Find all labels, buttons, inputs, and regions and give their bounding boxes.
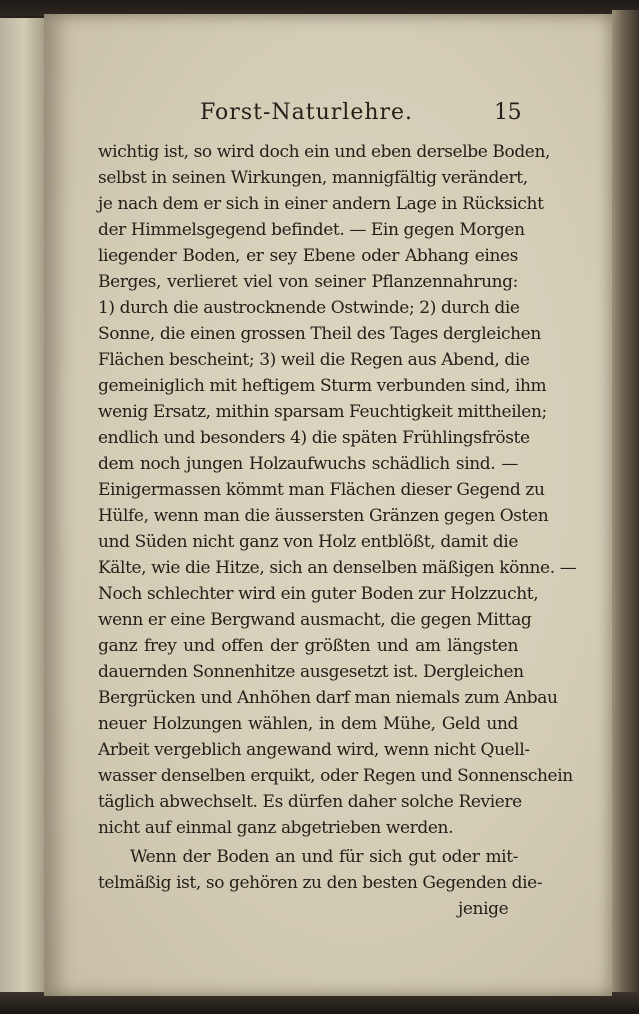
body-line: selbst in seinen Wirkungen, mannigfältig verändert, [98, 168, 528, 188]
body-line: der Himmelsgegend befindet. — Ein gegen Morgen [98, 220, 525, 240]
body-line: dem noch jungen Holzaufwuchs schädlich sind. — [98, 454, 518, 474]
body-line: telmäßig ist, so gehören zu den besten Gegenden die- [98, 873, 543, 893]
body-line: dauernden Sonnenhitze ausgesetzt ist. Dergleichen [98, 662, 524, 682]
catchword: jenige [458, 899, 509, 919]
body-line: Kälte, wie die Hitze, sich an denselben mäßigen könne. — [98, 558, 577, 578]
running-head: Forst-Naturlehre. [200, 100, 414, 125]
facing-page-edge [0, 18, 46, 993]
body-line: Flächen bescheint; 3) weil die Regen aus Abend, die [98, 350, 530, 370]
body-line: Einigermassen kömmt man Flächen dieser Gegend zu [98, 480, 545, 500]
body-line: je nach dem er sich in einer andern Lage in Rücksicht [98, 194, 544, 214]
body-line: ganz frey und offen der größten und am längsten [98, 636, 518, 656]
body-line: nicht auf einmal ganz abgetrieben werden. [98, 818, 454, 838]
body-line: wasser denselben erquikt, oder Regen und Sonnenschein [98, 766, 573, 786]
body-line: liegender Boden, er sey Ebene oder Abhang eines [98, 246, 518, 266]
body-line: Berges, verlieret viel von seiner Pflanzennahrung: [98, 272, 518, 292]
body-line: wenig Ersatz, mithin sparsam Feuchtigkeit mittheilen; [98, 402, 547, 422]
body-line: neuer Holzungen wählen, in dem Mühe, Geld und [98, 714, 518, 734]
body-line: 1) durch die austrocknende Ostwinde; 2) durch die [98, 298, 520, 318]
body-line: Sonne, die einen grossen Theil des Tages dergleichen [98, 324, 541, 344]
body-line: gemeiniglich mit heftigem Sturm verbunden sind, ihm [98, 376, 547, 396]
page-fore-edge [612, 10, 639, 1000]
body-line: wichtig ist, so wird doch ein und eben derselbe Boden, [98, 142, 551, 162]
body-line: täglich abwechselt. Es dürfen daher solche Reviere [98, 792, 522, 812]
body-line: endlich und besonders 4) die späten Frühlingsfröste [98, 428, 530, 448]
body-line: Arbeit vergeblich angewand wird, wenn nicht Quell- [98, 740, 530, 760]
body-line: Bergrücken und Anhöhen darf man niemals zum Anbau [98, 688, 558, 708]
body-line: Hülfe, wenn man die äussersten Gränzen gegen Osten [98, 506, 549, 526]
body-line: wenn er eine Bergwand ausmacht, die gegen Mittag [98, 610, 532, 630]
body-line: Wenn der Boden an und für sich gut oder mit- [130, 847, 518, 867]
page-number: 15 [494, 100, 522, 125]
body-line: und Süden nicht ganz von Holz entblößt, damit die [98, 532, 518, 552]
body-line: Noch schlechter wird ein guter Boden zur Holzzucht, [98, 584, 539, 604]
